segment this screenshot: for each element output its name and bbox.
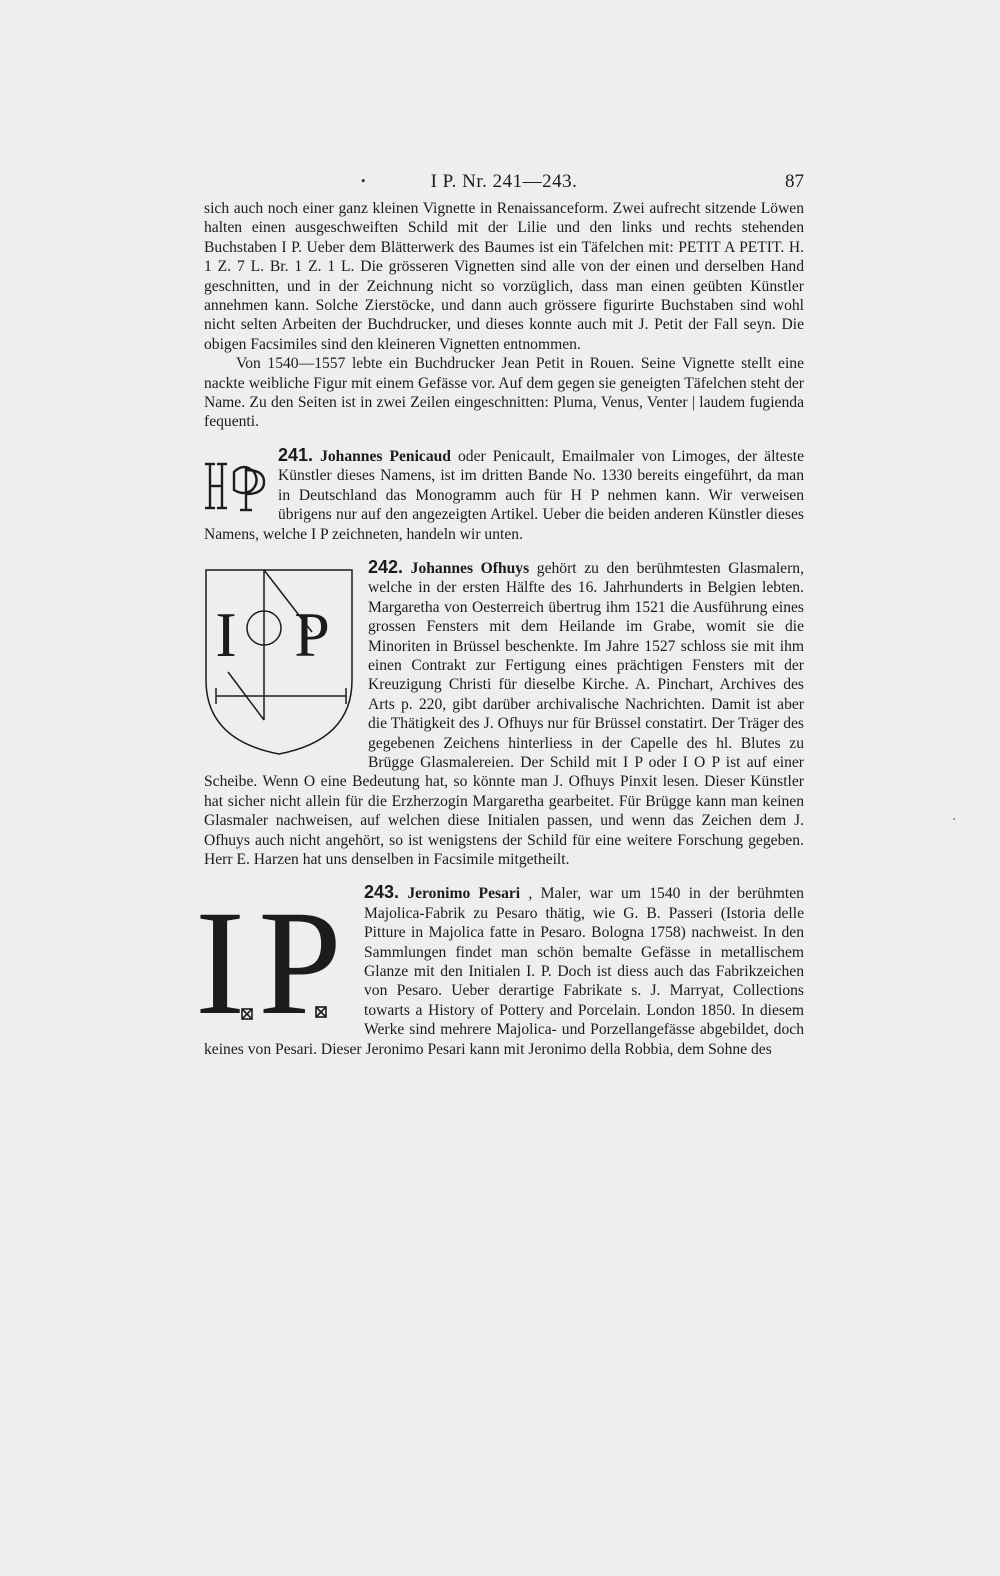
entry-name: Johannes Ofhuys xyxy=(410,559,530,577)
page-header xyxy=(204,165,804,199)
ip-monogram-icon xyxy=(195,880,354,1047)
monogram-letter-p: P xyxy=(294,598,330,670)
entry-243 xyxy=(195,880,804,1059)
intro-paragraph-1: sich auch noch einer ganz kleinen Vignette in Renaissanceform. Zwei aufrecht sitzende Löwen halten einen ausgeschweiften Schild mit der Lilie und den links und rechts stehenden Buchstaben I P. Ueber dem Blätterwerk des Baumes ist ein Täfelchen mit: PETIT A PETIT. H. 1 Z. 7 L. Br. 1 Z. 1 L. Die grösseren Vignetten sind alle von der einen und derselben Hand geschnitten, und in der Zeichnung nicht so vorzüglich, dass man einen geübten Künstler annehmen kann. Solche Zierstöcke, und dann auch grössere figurirte Buchstaben sind wohl nicht selten Arbeiten der Buchdrucker, und dieses konnte auch mit J. Petit der Fall seyn. Die obigen Facsimiles sind den kleineren Vignetten entnommen. xyxy=(204,200,804,353)
page-number: 87 xyxy=(785,171,804,192)
intro-paragraph-2: Von 1540—1557 lebte ein Buchdrucker Jean Petit in Rouen. Seine Vignette stellt eine nackte weibliche Figur mit einem Gefässe vor. Auf dem gegen sie geneigten Täfelchen steht der Name. Zu den Seiten ist in zwei Zeilen eingeschnitten: Pluma, Venus, Venter | laudem fugienda fequenti. xyxy=(204,355,804,431)
shield-monogram-icon xyxy=(204,560,354,756)
print-speck: • xyxy=(360,175,367,188)
book-page xyxy=(195,165,804,1059)
monogram-letter-p: P xyxy=(258,880,342,1047)
entry-number: 241. xyxy=(278,444,314,465)
monogram-letter-i: I xyxy=(215,598,237,670)
monogram-hp-icon xyxy=(200,446,272,518)
entry-number: 242. xyxy=(368,556,404,577)
entry-242 xyxy=(204,558,804,870)
entry-name: Jeronimo Pesari xyxy=(407,885,521,903)
entry-text: gehört zu den berühmtesten Glasmalern, welche in der ersten Hälfte des 16. Jahrhunderts in Belgien lebten. Margaretha von Oesterreich übertrug ihm 1521 die Ausführung eines grossen Fensters mit dem Heilande im Grabe, womit sie die Minoriten in Brüssel beschenkte. Im Jahre 1527 schloss sie mit ihm einen Contrakt zur Fertigung eines prächtigen Fensters mit der Kreuzigung Christi für dieselbe Kirche. A. Pinchart, Archives des Arts p. 220, gibt darüber archivalische Nachrichten. Damit ist aber die Thätigkeit des J. Ofhuys nur für Brüssel constatirt. Der Träger des gegebenen Zeichens hinterliess in der Capelle des hl. Blutes zu Brügge Glasmalereien. Der Schild mit I P oder I O P ist auf einer Scheibe. Wenn O eine Bedeutung hat, so könnte man J. Ofhuys Pinxit lesen. Dieser Künstler hat sicher nicht allein für die Erzherzogin Margaretha gearbeitet. Für Brügge kann man keinen Glasmaler nachweisen, auf welchen diese Initialen passen, und wenn das Zeichen dem J. Ofhuys auch nicht angehört, so ist wenigstens der Schild für eine weitere Forschung gegeben. Herr E. Harzen hat uns denselben in Facsimile mitgetheilt. xyxy=(204,559,804,868)
entry-number: 243. xyxy=(364,882,400,903)
entry-text: , Maler, war um 1540 in der berühmten Majolica-Fabrik zu Pesaro thätig, wie G. B. Passeri (Istoria delle Pitture in Majolica fatte in Pesaro. Bologna 1758) nachweist. In den Sammlungen findet man schön bemalte Gefässe in metallischem Glanze mit den Initialen I. P. Doch ist diess auch das Fabrikzeichen von Pesaro. Ueber derartige Fabrikate s. J. Marryat, Collections towarts a History of Pottery and Porcelain. London 1850. In diesem Werke sind mehrere Majolica- und Porzellangefässe abgebildet, doch keines von Pesari. Dieser Jeronimo Pesari kann mit Jeronimo della Robbia, dem Sohne des xyxy=(204,885,804,1058)
entry-text: oder Penicault, Emailmaler von Limoges, der älteste Künstler dieses Namens, ist im dritten Bande No. 1330 bereits eingeführt, da man in Deutschland das Monogramm auch für H P nehmen kann. Wir verweisen übrigens nur auf den angezeigten Artikel. Ueber die beiden anderen Künstler dieses Namens, welche I P zeichneten, handeln wir unten. xyxy=(204,447,804,543)
monogram-letter-i: I xyxy=(195,880,245,1047)
entry-name: Johannes Penicaud xyxy=(320,447,451,465)
running-title: I P. Nr. 241—243. xyxy=(430,171,578,192)
entry-241 xyxy=(204,446,804,544)
margin-speck: · xyxy=(952,812,957,828)
